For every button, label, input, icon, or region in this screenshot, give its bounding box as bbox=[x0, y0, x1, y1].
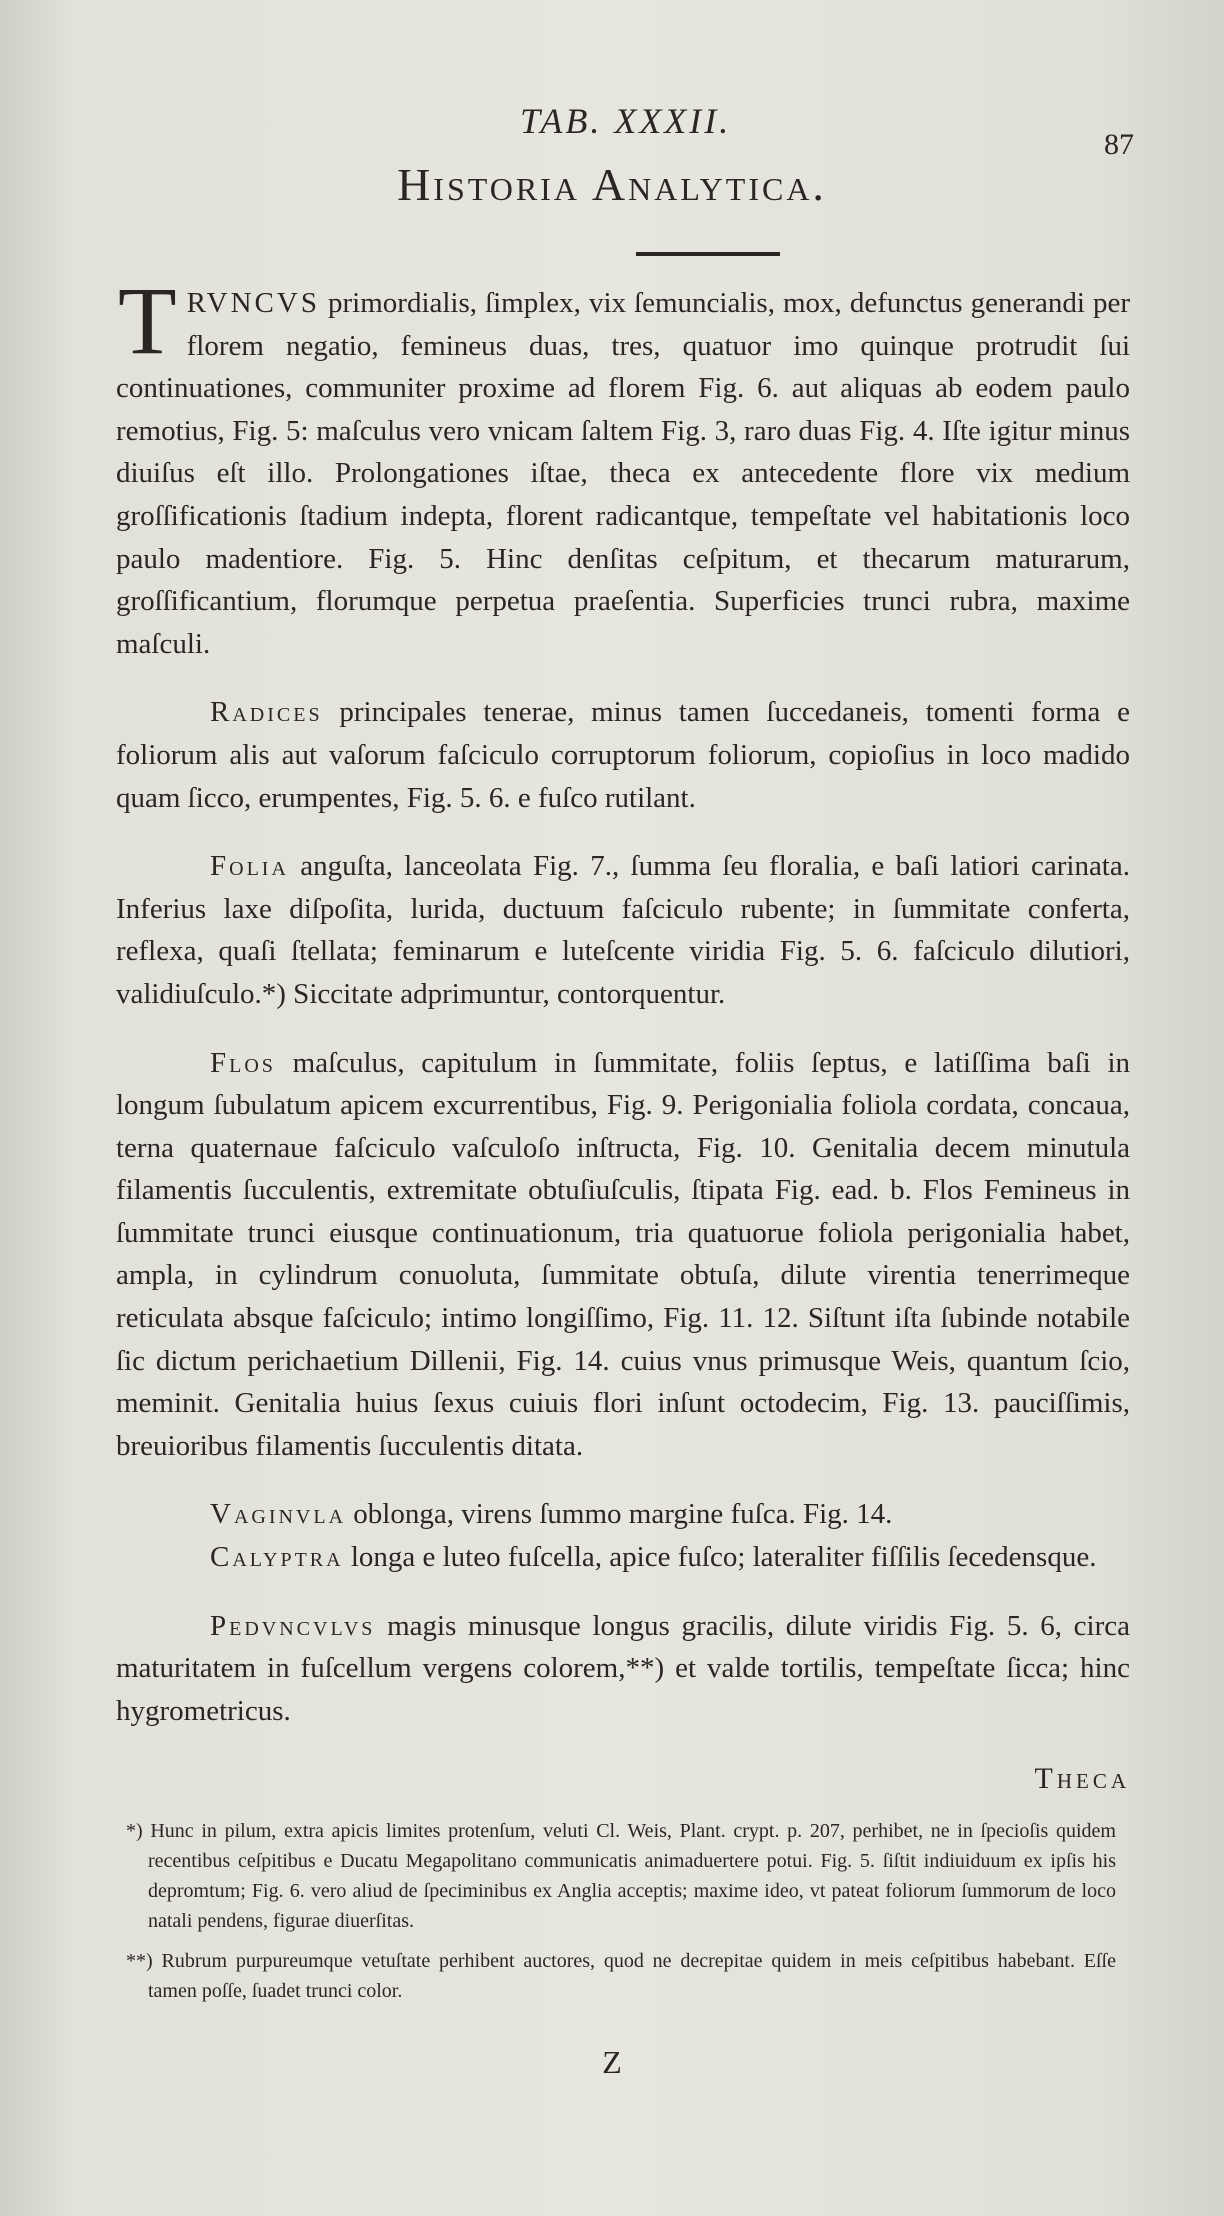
lead-word-folia: Folia bbox=[210, 850, 289, 883]
footnote: *) Hunc in pilum, extra apicis limites protenſum, veluti Cl. Weis, Plant. crypt. p. 207, perhibet, ne in ſpecioſis quidem recentibus ceſpitibus e Ducatu Megapolitano communicatis animaduertere potui. Fig. 5. ſiſtit indiuiduum ex ipſis his depromtum; Fig. 6. vero aliud de ſpeciminibus ex Anglia acceptis; maxime ideo, vt pateat foliorum ſummorum de loco natali pendens, figurae diuerſitas. bbox=[126, 1820, 1116, 1932]
paragraph-text: magis minusque longus gracilis, dilute viridis Fig. 5. 6, circa maturitatem in fuſcellum vergens colorem,**) et valde tortilis, tempeſtate ſicca; hinc hygrometricus. bbox=[116, 1609, 1130, 1727]
page-title: Historia Analytica. bbox=[397, 159, 827, 210]
signature-mark: Z bbox=[602, 2044, 622, 2080]
title-rule bbox=[636, 252, 780, 256]
paragraph-flos bbox=[116, 1042, 1130, 1468]
paragraph-pedunculus bbox=[116, 1605, 1130, 1733]
lead-word-pedunculus: Pedvncvlvs bbox=[210, 1609, 376, 1642]
footnote: **) Rubrum purpureumque vetuſtate perhibent auctores, quod ne decrepitae quidem in meis ceſpitibus habebant. Eſſe tamen poſſe, ſuadet trunci color. bbox=[126, 1950, 1116, 2002]
catchword: Theca bbox=[1034, 1762, 1130, 1796]
paragraph-text: longa e luteo fuſcella, apice fuſco; lateraliter fiſſilis ſecedensque. bbox=[350, 1541, 1097, 1574]
drop-cap: T bbox=[118, 267, 177, 374]
footnotes bbox=[126, 1816, 1116, 2006]
paragraph-text: anguſta, lanceolata Fig. 7., ſumma ſeu floralia, e baſi latiori carinata. Inferius laxe diſpoſita, lurida, ductuum faſciculo rubente; in ſummitate conferta, reflexa, quaſi ſtellata; feminarum e luteſcente viridia Fig. 5. 6. faſciculo dilutiori, validiuſculo.*) Siccitate adprimuntur, contorquentur. bbox=[116, 850, 1130, 1010]
paragraph-radices bbox=[116, 691, 1130, 819]
lead-word-calyptra: Calyptra bbox=[210, 1541, 344, 1574]
paragraph-text: oblonga, virens ſummo margine fuſca. Fig. 14. bbox=[353, 1498, 893, 1531]
paragraph-vaginula bbox=[116, 1493, 1130, 1536]
lead-word-flos: Flos bbox=[210, 1046, 276, 1079]
paragraph-folia bbox=[116, 845, 1130, 1015]
paragraph-text: maſculus, capitulum in ſummitate, foliis ſeptus, e latiſſima baſi in longum ſubulatum apicem excurrentibus, Fig. 9. Perigonialia foliola cordata, concaua, terna quaternaue faſciculo vaſculoſo inſtructa, Fig. 10. Genitalia decem minutula filamentis ſucculentis, extremitate obtuſiuſculis, ſtipata Fig. ead. b. Flos Femineus in ſummitate trunci eiusque continuationum, tria quatuorue foliola perigonialia habet, ampla, in cylindrum conuoluta, ſummitate obtuſa, dilute virentia tenerrimeque reticulata absque faſciculo; intimo longiſſimo, Fig. 11. 12. Siſtunt iſta ſubinde notabile ſic dictum perichaetium Dillenii, Fig. 14. cuius vnus primusque Weis, quantum ſcio, meminit. Genitalia huius ſexus cuiuis flori inſunt octodecim, Fig. 13. pauciſſimis, breuioribus filamentis ſucculentis ditata. bbox=[116, 1046, 1131, 1462]
main-text bbox=[116, 267, 1131, 1801]
lead-word-radices: Radices bbox=[210, 696, 323, 729]
lead-word-vaginula: Vaginvla bbox=[210, 1498, 347, 1531]
paragraph-truncus bbox=[116, 267, 1131, 665]
page-number: 87 bbox=[1104, 128, 1134, 161]
paragraph-text: principales tenerae, minus tamen ſuccedaneis, tomenti forma e foliorum alis aut vaſorum faſciculo corruptorum foliorum, copioſius in loco madido quam ſicco, erumpentes, Fig. 5. 6. e fuſco rutilant. bbox=[116, 696, 1130, 814]
paragraph-text: primordialis, ſimplex, vix ſemuncialis, mox, defunctus generandi per florem negatio, femineus duas, tres, quatuor imo quinque protrudit ſui continuationes, communiter proxime ad florem Fig. 6. aut aliquas ab eodem paulo remotius, Fig. 5: maſculus vero vnicam ſaltem Fig. 3, raro duas Fig. 4. Iſte igitur minus diuiſus eſt illo. Prolongationes iſtae, theca ex antecedente flore vix medium groſſificationis ſtadium indepta, florent radicantque, tempeſtate vel habitationis loco paulo madentiore. Fig. 5. Hinc denſitas ceſpitum, et thecarum maturarum, groſſificantium, florumque perpetua praeſentia. Superficies trunci rubra, maxime maſculi. bbox=[116, 287, 1131, 660]
lead-word-truncus: RVNCVS bbox=[186, 287, 320, 319]
paragraph-calyptra bbox=[116, 1536, 1130, 1579]
plate-number: TAB. XXXII. bbox=[520, 101, 732, 141]
